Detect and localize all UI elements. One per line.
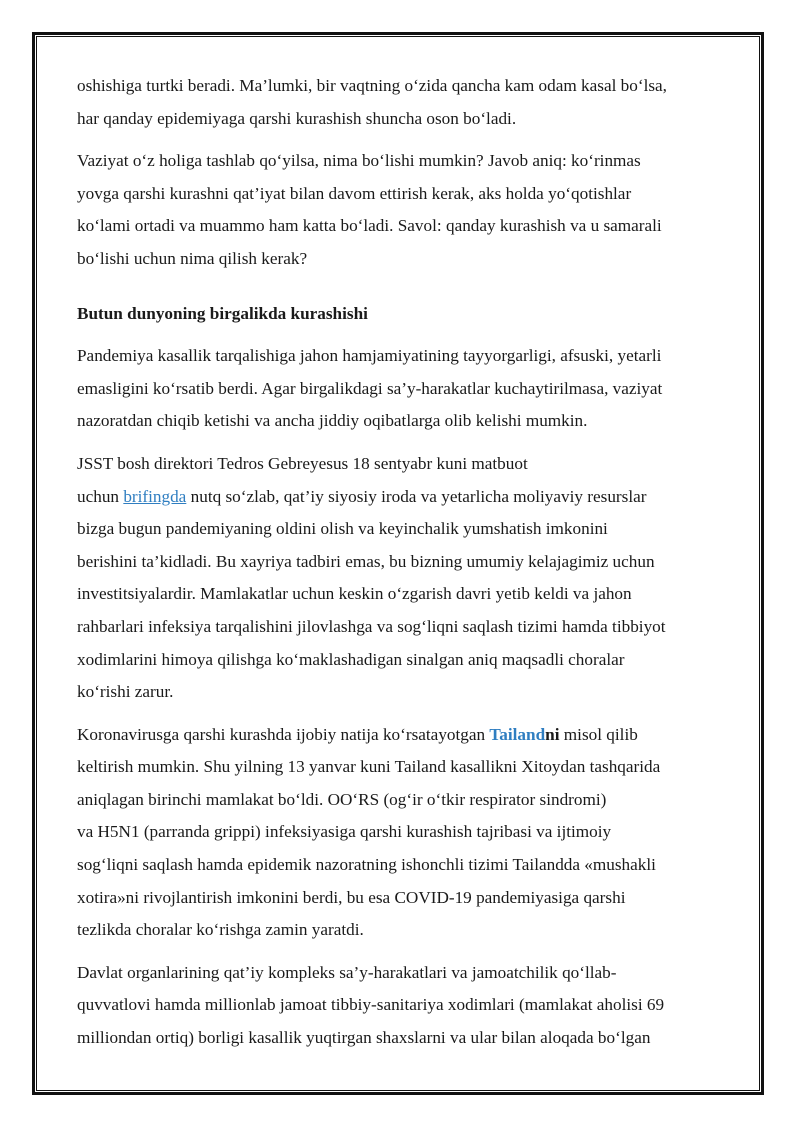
text-fragment: Koronavirusga qarshi kurashda ijobiy natija ko‘rsatayotgan [77,724,490,744]
text-line: Vaziyat o‘z holiga tashlab qo‘yilsa, nima bo‘lishi mumkin? Javob aniq: ko‘rinmas [77,151,641,171]
text-fragment: uchun [77,486,124,506]
text-fragment: misol qilib [559,724,638,744]
text-line: milliondan ortiq) borligi kasallik yuqtirgan shaxslarni va ular bilan aloqada bo‘lgan [77,1028,651,1048]
text-line: nazoratdan chiqib ketishi va ancha jiddiy oqibatlarga olib kelishi mumkin. [77,411,588,431]
text-line: quvvatlovi hamda millionlab jamoat tibbiy-sanitariya xodimlari (mamlakat aholisi 69 [77,995,665,1015]
paragraph-3 [77,340,727,438]
text-line: xotira»ni rivojlantirish imkonini berdi, bu esa COVID-19 pandemiyasiga qarshi [77,887,626,907]
text-line: bizga bugun pandemiyaning oldini olish va keyinchalik yumshatish imkonini [77,519,608,539]
text-line: aniqlagan birinchi mamlakat bo‘ldi. OO‘RS (og‘ir o‘tkir respirator sindromi) [77,789,607,809]
text-line: bo‘lishi uchun nima qilish kerak? [77,248,308,268]
text-line: tezlikda choralar ko‘rishga zamin yaratdi. [77,920,364,940]
thailand-link[interactable]: Tailand [489,724,546,744]
paragraph-6 [77,957,727,1055]
text-line: JSST bosh direktori Tedros Gebreyesus 18 sentyabr kuni matbuot [77,453,528,473]
paragraph-1 [77,70,727,135]
text-line: berishini ta’kidladi. Bu xayriya tadbiri emas, bu bizning umumiy kelajagimiz uchun [77,551,655,571]
text-line: oshishiga turtki beradi. Ma’lumki, bir vaqtning o‘zida qancha kam odam kasal bo‘lsa, [77,76,667,95]
country-suffix: ni [545,724,560,744]
text-line: rahbarlari infeksiya tarqalishini jilovlashga va sog‘liqni saqlash tizimi hamda tibbiyot [77,616,666,636]
document-body [77,70,727,1065]
text-line: Pandemiya kasallik tarqalishiga jahon hamjamiyatining tayyorgarligi, afsuski, yetarli [77,346,662,366]
text-line: xodimlarini himoya qilishga ko‘maklashadigan sinalgan aniq maqsadli choralar [77,649,625,669]
text-fragment: nutq so‘zlab, qat’iy siyosiy iroda va yetarlicha moliyaviy resurslar [186,486,647,506]
text-line: har qanday epidemiyaga qarshi kurashish shuncha oson bo‘ladi. [77,108,517,128]
briefing-link[interactable]: brifingda [123,486,187,506]
text-line: ko‘rishi zarur. [77,682,174,702]
text-line: yovga qarshi kurashni qat’iyat bilan davom ettirish kerak, aks holda yo‘qotishlar [77,183,632,203]
paragraph-5 [77,719,727,947]
text-line: keltirish mumkin. Shu yilning 13 yanvar kuni Tailand kasallikni Xitoydan tashqarida [77,757,661,777]
text-line: va H5N1 (parranda grippi) infeksiyasiga qarshi kurashish tajribasi va ijtimoiy [77,822,612,842]
text-line: sog‘liqni saqlash hamda epidemik nazoratning ishonchli tizimi Tailandda «mushakli [77,855,656,875]
section-heading: Butun dunyoning birgalikda kurashishi [77,303,368,323]
paragraph-4 [77,448,727,709]
text-line: Davlat organlarining qat’iy kompleks sa’y-harakatlari va jamoatchilik qo‘llab- [77,962,617,982]
paragraph-2 [77,145,727,275]
text-line: emasligini ko‘rsatib berdi. Agar birgalikdagi sa’y-harakatlar kuchaytirilmasa, vaziyat [77,378,663,398]
text-line: investitsiyalardir. Mamlakatlar uchun keskin o‘zgarish davri yetib keldi va jahon [77,584,632,604]
text-line: ko‘lami ortadi va muammo ham katta bo‘ladi. Savol: qanday kurashish va u samarali [77,216,662,236]
